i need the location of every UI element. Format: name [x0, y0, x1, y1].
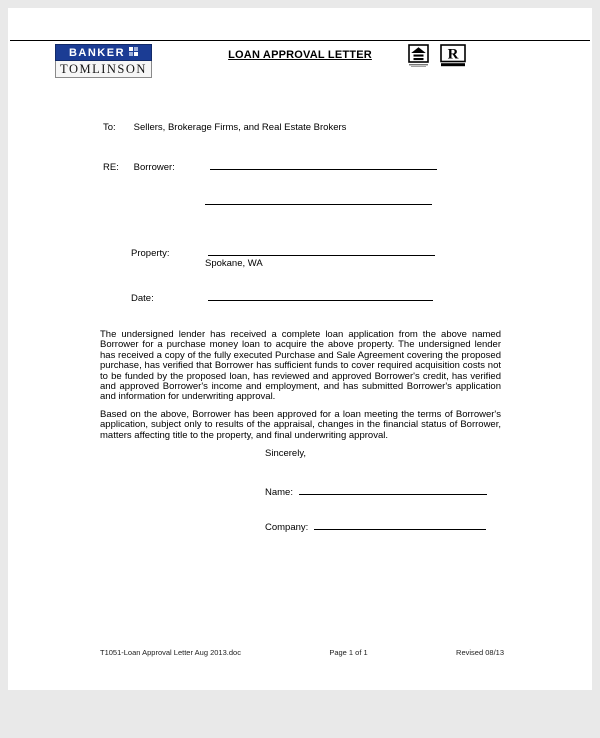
name-row — [265, 485, 487, 498]
company-row — [265, 520, 486, 533]
footer-revision: Revised 08/13 — [456, 648, 504, 657]
closing-text: Sincerely, — [265, 448, 307, 459]
borrower-blank-line — [210, 160, 437, 170]
date-blank-line — [208, 291, 433, 301]
property-city-row — [205, 258, 263, 269]
date-row — [131, 291, 433, 304]
tomlinson-logo-text: TOMLINSON — [55, 61, 152, 78]
closing-row — [265, 448, 306, 459]
equal-housing-lender-icon — [408, 44, 429, 72]
property-row — [131, 246, 435, 259]
borrower-blank-row-2 — [205, 195, 432, 208]
to-value: Sellers, Brokerage Firms, and Real Estate Brokers — [133, 122, 347, 133]
to-row — [103, 122, 346, 133]
property-city: Spokane, WA — [205, 258, 263, 269]
date-label: Date: — [131, 293, 154, 304]
footer-document-id: T1051-Loan Approval Letter Aug 2013.doc — [100, 648, 241, 657]
property-blank-line — [208, 246, 435, 256]
document-title: LOAN APPROVAL LETTER — [228, 49, 372, 61]
realtor-icon — [440, 44, 466, 72]
to-label: To: — [103, 122, 116, 133]
borrower-blank-line-2 — [205, 195, 432, 205]
svg-text:R: R — [447, 46, 459, 63]
name-label: Name: — [265, 487, 293, 498]
body-paragraph-2: Based on the above, Borrower has been approved for a loan meeting the terms of Borrower's application, subject only to results of the appraisal, changes in the financial status of Borrower, matters affecting title to the property, and final underwriting approval. — [100, 409, 501, 441]
company-blank-line — [314, 520, 486, 530]
name-blank-line — [299, 485, 487, 495]
footer-page-number: Page 1 of 1 — [329, 648, 368, 657]
page-footer — [100, 648, 504, 657]
property-label: Property: — [131, 248, 170, 259]
document-page — [8, 8, 592, 690]
header-icons — [408, 44, 466, 72]
letterhead — [8, 40, 592, 92]
body-paragraph-1: The undersigned lender has received a complete loan application from the above named Borrower for a purchase money loan to acquire the above property. The undersigned lender has received a copy of the fully executed Purchase and Sale Agreement covering the proposed purchase, has verified that Borrower has sufficient funds to cover required acquisition costs not to be funded by the proposed loan, has reviewed and approved Borrower's credit, has verified and approved Borrower's income and employment, and has submitted Borrower's application and information for underwriting approval. — [100, 329, 501, 403]
re-borrower-row — [103, 160, 437, 173]
borrower-label: Borrower: — [133, 162, 175, 173]
banker-logo-text: BANKER — [68, 46, 126, 59]
re-label: RE: — [103, 162, 119, 173]
company-label: Company: — [265, 522, 309, 533]
